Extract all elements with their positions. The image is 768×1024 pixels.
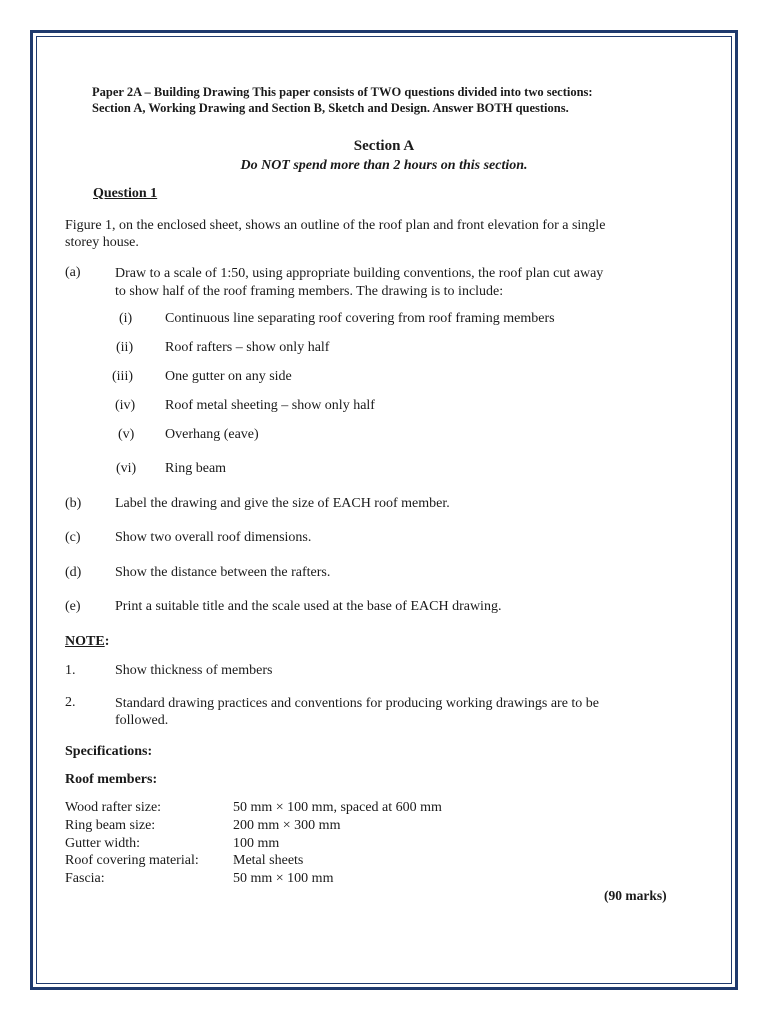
note-heading-text: NOTE <box>65 634 105 649</box>
part-c-label: (c) <box>65 530 81 545</box>
question-intro-line-2: storey house. <box>65 235 139 250</box>
section-subtitle: Do NOT spend more than 2 hours on this section. <box>240 158 528 173</box>
part-a-text <box>115 265 603 301</box>
part-d-label: (d) <box>65 565 82 580</box>
roof-members-heading: Roof members: <box>65 772 158 787</box>
sub-item-label: (ii) <box>116 340 134 355</box>
paper-intro <box>92 84 593 116</box>
sub-item-text: One gutter on any side <box>165 369 292 384</box>
sub-item-text: Ring beam <box>165 461 227 476</box>
note-item-text: Show thickness of members <box>115 663 273 678</box>
note-item-text <box>115 695 599 729</box>
sub-item-label: (i) <box>119 311 133 326</box>
part-a-line-1: Draw to a scale of 1:50, using appropriate building conventions, the roof plan cut away <box>115 266 604 281</box>
question-title: Question 1 <box>93 186 158 201</box>
sub-item-text: Overhang (eave) <box>165 427 259 442</box>
spec-key: Fascia: <box>65 871 105 886</box>
part-a-label: (a) <box>65 265 81 280</box>
spec-value: 100 mm <box>233 836 280 851</box>
sub-item-text: Roof metal sheeting – show only half <box>165 398 375 413</box>
note-item-line-1: Standard drawing practices and conventions for producing working drawings are to be <box>115 696 600 711</box>
sub-item-text: Continuous line separating roof covering from roof framing members <box>165 311 555 326</box>
paper-intro-line-1: Paper 2A – Building Drawing This paper consists of TWO questions divided into two sections: <box>92 85 593 99</box>
spec-value: 50 mm × 100 mm <box>233 871 334 886</box>
sub-item-text: Roof rafters – show only half <box>165 340 330 355</box>
spec-value: 50 mm × 100 mm, spaced at 600 mm <box>233 800 442 815</box>
spec-key: Roof covering material: <box>65 853 199 868</box>
sub-item-label: (v) <box>118 427 135 442</box>
note-item-label: 2. <box>65 695 76 710</box>
question-intro-line-1: Figure 1, on the enclosed sheet, shows an outline of the roof plan and front elevation for a single <box>65 218 606 233</box>
note-heading-colon: : <box>104 634 110 649</box>
spec-key: Gutter width: <box>65 836 141 851</box>
sub-item-label: (iv) <box>115 398 136 413</box>
part-b-label: (b) <box>65 496 82 511</box>
spec-key: Wood rafter size: <box>65 800 162 815</box>
part-a-line-2: to show half of the roof framing members. The drawing is to include: <box>115 284 504 299</box>
note-heading <box>65 634 109 650</box>
marks-label: (90 marks) <box>604 888 667 903</box>
paper-intro-line-2: Section A, Working Drawing and Section B, Sketch and Design. Answer BOTH questions. <box>92 101 569 115</box>
note-item-line-2: followed. <box>115 713 169 728</box>
note-item-label: 1. <box>65 663 76 678</box>
section-title: Section A <box>353 138 415 154</box>
sub-item-label: (iii) <box>112 369 133 384</box>
spec-value: 200 mm × 300 mm <box>233 818 341 833</box>
spec-value: Metal sheets <box>233 853 304 868</box>
specifications-heading: Specifications: <box>65 744 153 759</box>
spec-key: Ring beam size: <box>65 818 156 833</box>
sub-item-label: (vi) <box>116 461 137 476</box>
part-d-text: Show the distance between the rafters. <box>115 565 331 580</box>
part-e-text: Print a suitable title and the scale used at the base of EACH drawing. <box>115 599 502 614</box>
part-c-text: Show two overall roof dimensions. <box>115 530 312 545</box>
question-intro <box>65 217 695 251</box>
part-e-label: (e) <box>65 599 81 614</box>
part-b-text: Label the drawing and give the size of EACH roof member. <box>115 496 450 511</box>
